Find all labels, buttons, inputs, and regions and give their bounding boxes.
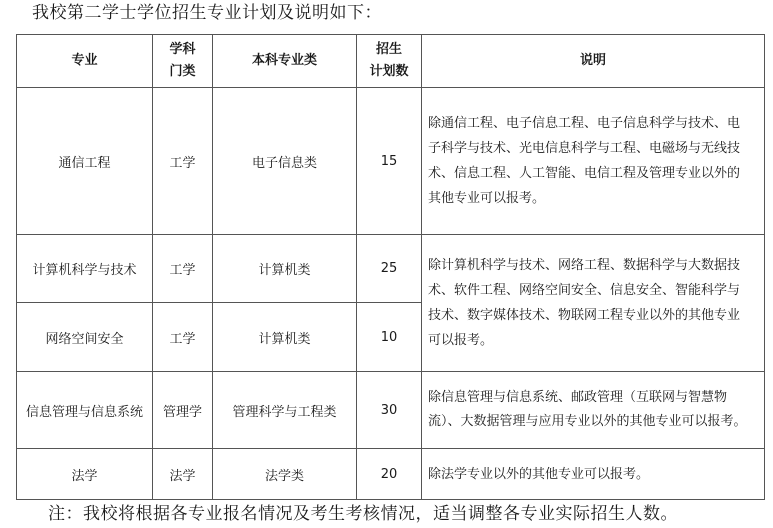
cell-quota: 10 (357, 303, 422, 372)
cell-major: 网络空间安全 (17, 303, 153, 372)
cell-quota: 25 (357, 235, 422, 303)
cell-undergrad-class: 计算机类 (213, 303, 357, 372)
cell-quota: 30 (357, 372, 422, 449)
cell-major: 通信工程 (17, 88, 153, 235)
cell-category: 工学 (153, 88, 213, 235)
cell-undergrad-class: 法学类 (213, 449, 357, 500)
cell-major: 法学 (17, 449, 153, 500)
cell-undergrad-class: 管理科学与工程类 (213, 372, 357, 449)
table-header-row (17, 35, 765, 88)
cell-description: 除信息管理与信息系统、邮政管理（互联网与智慧物流）、大数据管理与应用专业以外的其他专业可以报考。 (422, 372, 765, 449)
cell-undergrad-class: 电子信息类 (213, 88, 357, 235)
header-quota-line2: 计划数 (369, 64, 409, 79)
cell-quota: 15 (357, 88, 422, 235)
cell-quota: 20 (357, 449, 422, 500)
cell-description: 除计算机科学与技术、网络工程、数据科学与大数据技术、软件工程、网络空间安全、信息安全、智能科学与技术、数字媒体技术、物联网工程专业以外的其他专业可以报考。 (422, 235, 765, 372)
table-row (17, 372, 765, 449)
footnote: 注：我校将根据各专业报名情况及考生考核情况，适当调整各专业实际招生人数。 (48, 504, 678, 524)
header-undergrad-class: 本科专业类 (213, 35, 357, 88)
header-description: 说明 (422, 35, 765, 88)
header-category-line1: 学科 (169, 42, 196, 57)
enrollment-plan-table (16, 34, 765, 500)
cell-category: 工学 (153, 235, 213, 303)
table-row (17, 449, 765, 500)
header-category-line2: 门类 (169, 64, 196, 79)
header-quota (357, 35, 422, 88)
cell-major: 计算机科学与技术 (17, 235, 153, 303)
header-major: 专业 (17, 35, 153, 88)
intro-text: 我校第二学士学位招生专业计划及说明如下： (32, 3, 382, 23)
cell-category: 工学 (153, 303, 213, 372)
cell-category: 法学 (153, 449, 213, 500)
cell-major: 信息管理与信息系统 (17, 372, 153, 449)
cell-description: 除通信工程、电子信息工程、电子信息科学与技术、电子科学与技术、光电信息科学与工程、电磁场与无线技术、信息工程、人工智能、电信工程及管理专业以外的其他专业可以报考。 (422, 88, 765, 235)
table-row (17, 235, 765, 303)
cell-category: 管理学 (153, 372, 213, 449)
header-category (153, 35, 213, 88)
cell-description: 除法学专业以外的其他专业可以报考。 (422, 449, 765, 500)
header-quota-line1: 招生 (375, 42, 402, 57)
cell-undergrad-class: 计算机类 (213, 235, 357, 303)
table-row (17, 88, 765, 235)
